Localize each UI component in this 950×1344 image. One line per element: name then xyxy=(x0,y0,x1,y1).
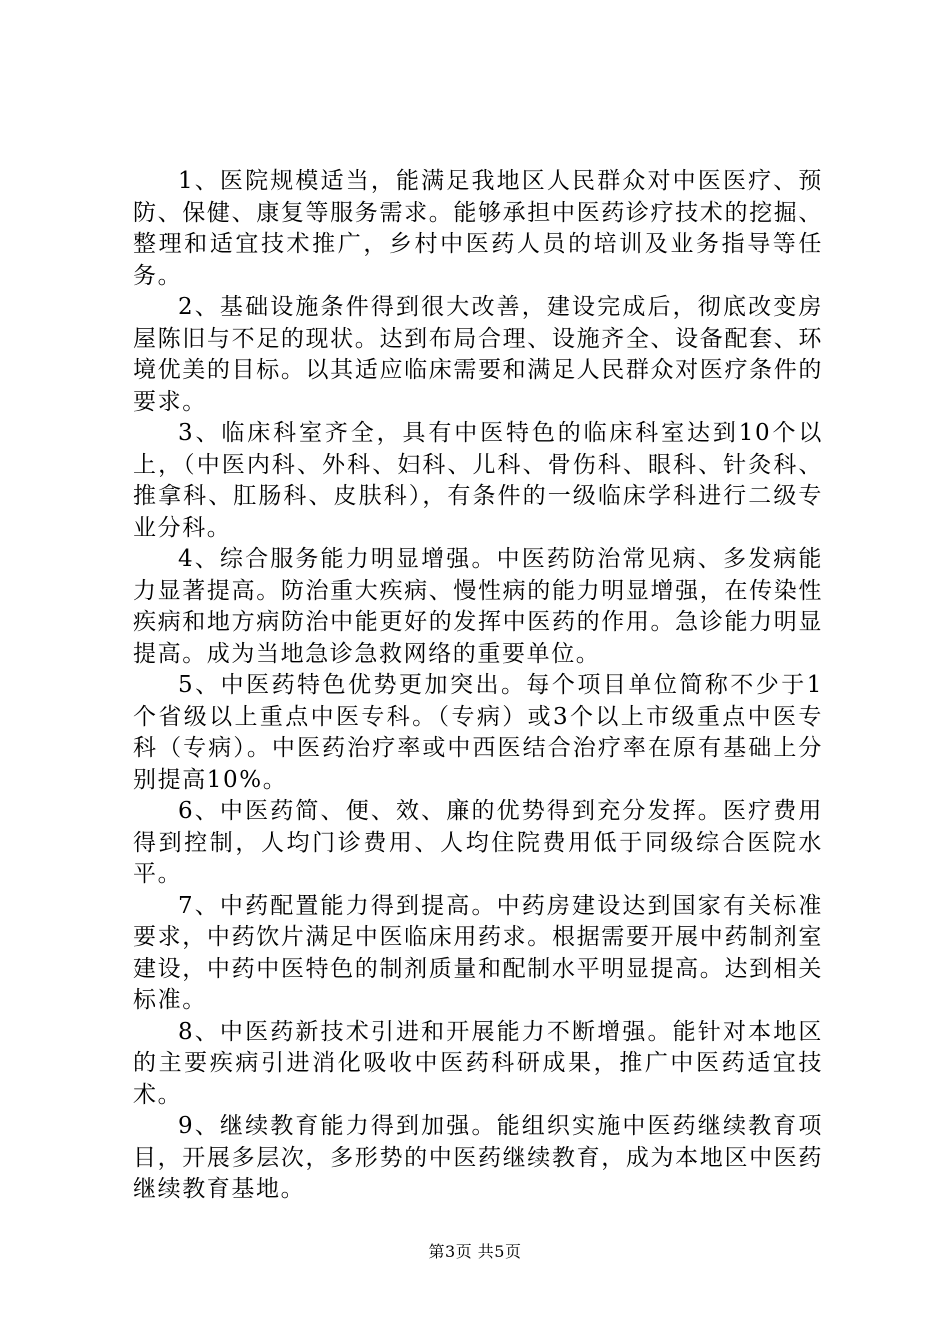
page-number-footer: 第3页 共5页 xyxy=(428,1242,522,1261)
paragraph-6: 6、中医药简、便、效、廉的优势得到充分发挥。医疗费用得到控制，人均门诊费用、人均住院费用低于同级综合医院水平。 xyxy=(133,798,823,887)
paragraph-8: 8、中医药新技术引进和开展能力不断增强。能针对本地区的主要疾病引进消化吸收中医药科研成果，推广中医药适宜技术。 xyxy=(133,1018,823,1108)
paragraph-7: 7、中药配置能力得到提高。中药房建设达到国家有关标准要求，中药饮片满足中医临床用药求。根据需要开展中药制剂室建设，中药中医特色的制剂质量和配制水平明显提高。达到相关标准。 xyxy=(133,892,823,1013)
paragraph-1: 1、医院规模适当，能满足我地区人民群众对中医医疗、预防、保健、康复等服务需求。能够承担中医药诊疗技术的挖掘、整理和适宜技术推广，乡村中医药人员的培训及业务指导等任务。 xyxy=(133,168,823,289)
paragraph-3: 3、临床科室齐全，具有中医特色的临床科室达到10个以上，（中医内科、外科、妇科、儿科、骨伤科、眼科、针灸科、推拿科、肛肠科、皮肤科），有条件的一级临床学科进行二级专业分科。 xyxy=(133,420,823,541)
paragraph-2: 2、基础设施条件得到很大改善，建设完成后，彻底改变房屋陈旧与不足的现状。达到布局合理、设施齐全、设备配套、环境优美的目标。以其适应临床需要和满足人民群众对医疗条件的要求。 xyxy=(133,294,823,415)
paragraph-9: 9、继续教育能力得到加强。能组织实施中医药继续教育项目，开展多层次，多形势的中医药继续教育，成为本地区中医药继续教育基地。 xyxy=(133,1113,823,1202)
document-body xyxy=(133,166,823,1206)
paragraph-5: 5、中医药特色优势更加突出。每个项目单位简称不少于1个省级以上重点中医专科。（专病）或3个以上市级重点中医专科（专病）。中医药治疗率或中西医结合治疗率在原有基础上分别提高10%。 xyxy=(133,672,823,793)
paragraph-4: 4、综合服务能力明显增强。中医药防治常见病、多发病能力显著提高。防治重大疾病、慢性病的能力明显增强，在传染性疾病和地方病防治中能更好的发挥中医药的作用。急诊能力明显提高。成为当地急诊急救网络的重要单位。 xyxy=(133,546,823,667)
